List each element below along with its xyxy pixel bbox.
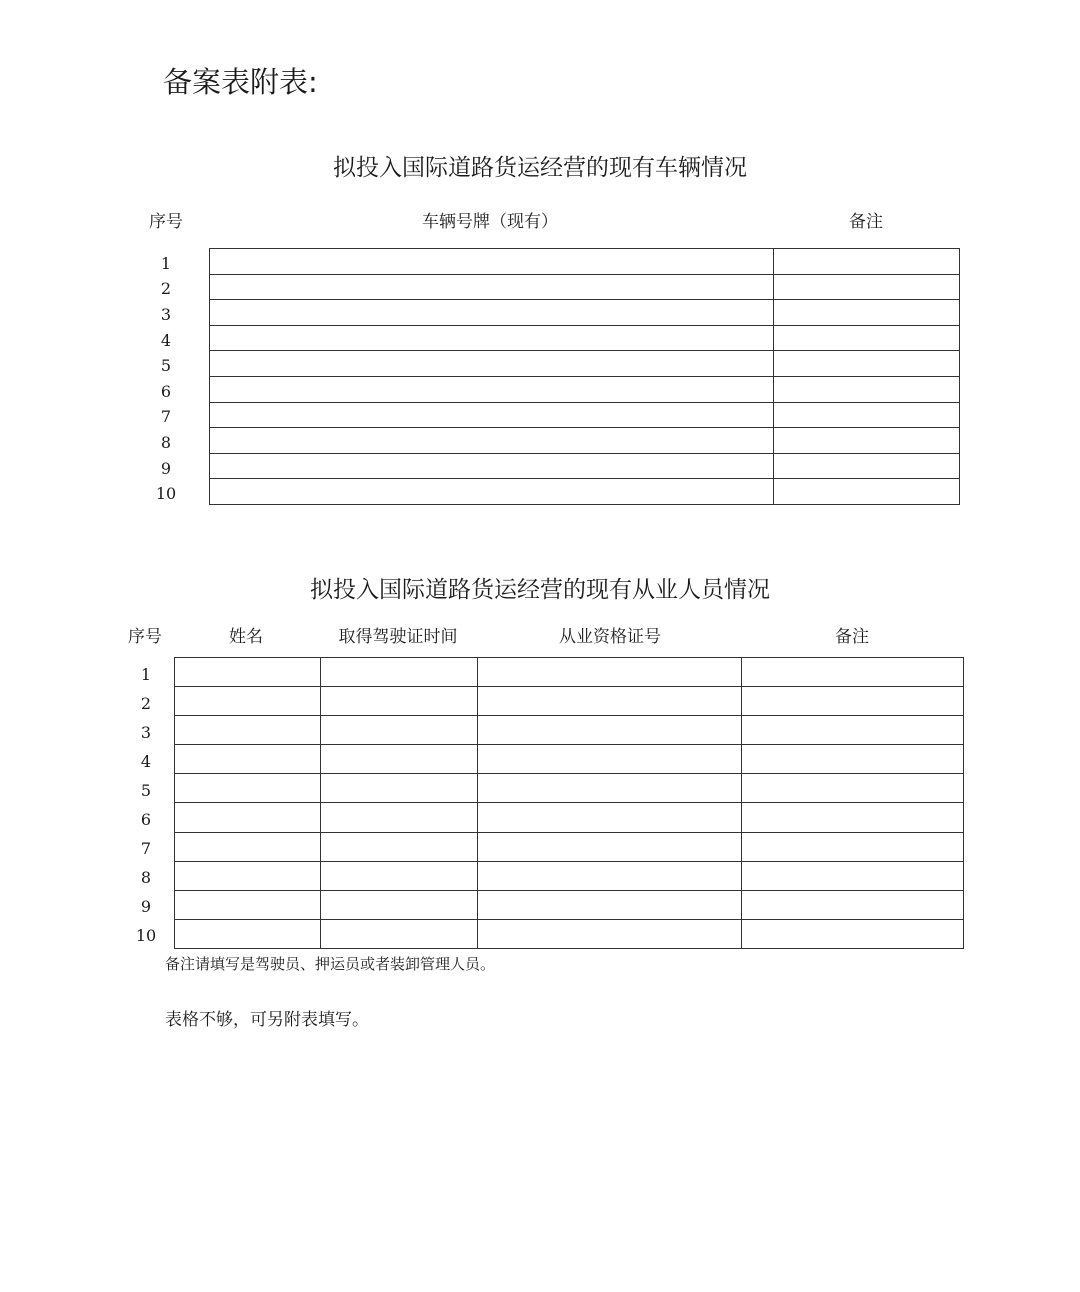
personnel-table-cell[interactable] — [175, 803, 321, 832]
vehicles-header-plate: 车辆号牌（现有） — [422, 212, 558, 232]
personnel-table-cell[interactable] — [742, 658, 964, 687]
personnel-row-number: 9 — [140, 897, 152, 917]
vehicles-table-cell[interactable] — [210, 402, 774, 428]
personnel-table-cell[interactable] — [321, 745, 478, 774]
vehicles-row-number: 6 — [160, 381, 172, 401]
personnel-table-cell[interactable] — [742, 745, 964, 774]
personnel-header-remark: 备注 — [835, 627, 869, 647]
personnel-table-cell[interactable] — [321, 774, 478, 803]
vehicles-header-seq: 序号 — [149, 212, 183, 232]
vehicles-table — [209, 248, 960, 505]
vehicles-table-cell[interactable] — [774, 351, 960, 377]
personnel-row-number: 8 — [140, 868, 152, 888]
vehicles-table-row — [210, 453, 960, 479]
vehicles-table-cell[interactable] — [774, 300, 960, 326]
personnel-table-cell[interactable] — [742, 861, 964, 890]
personnel-row-number: 10 — [135, 926, 157, 946]
personnel-row-number: 1 — [140, 664, 152, 684]
personnel-table-row — [175, 774, 964, 803]
personnel-row-number: 7 — [140, 839, 152, 859]
vehicles-table-cell[interactable] — [210, 325, 774, 351]
vehicles-table-cell[interactable] — [210, 453, 774, 479]
personnel-table-cell[interactable] — [321, 890, 478, 919]
vehicles-header-remark: 备注 — [849, 212, 883, 232]
personnel-section-title: 拟投入国际道路货运经营的现有从业人员情况 — [310, 577, 770, 603]
personnel-table-cell[interactable] — [321, 832, 478, 861]
vehicles-section-title: 拟投入国际道路货运经营的现有车辆情况 — [333, 155, 747, 181]
vehicles-row-number: 2 — [160, 279, 172, 299]
vehicles-table-cell[interactable] — [774, 479, 960, 505]
vehicles-table-row — [210, 402, 960, 428]
vehicles-table-cell[interactable] — [210, 428, 774, 454]
vehicles-table-row — [210, 376, 960, 402]
personnel-table-cell[interactable] — [478, 890, 742, 919]
personnel-table-cell[interactable] — [175, 890, 321, 919]
vehicles-table-cell[interactable] — [774, 428, 960, 454]
personnel-table-cell[interactable] — [742, 774, 964, 803]
personnel-table-cell[interactable] — [321, 658, 478, 687]
vehicles-row-number: 4 — [160, 330, 172, 350]
personnel-table-row — [175, 861, 964, 890]
personnel-row-number: 3 — [140, 722, 152, 742]
personnel-table-cell[interactable] — [175, 861, 321, 890]
personnel-header-cert-no: 从业资格证号 — [559, 627, 661, 647]
personnel-table-cell[interactable] — [742, 803, 964, 832]
page-heading: 备案表附表: — [163, 65, 318, 99]
vehicles-table-cell[interactable] — [774, 453, 960, 479]
vehicles-table-cell[interactable] — [210, 376, 774, 402]
vehicles-table-cell[interactable] — [774, 249, 960, 275]
personnel-table-row — [175, 803, 964, 832]
personnel-table-cell[interactable] — [175, 774, 321, 803]
vehicles-row-number: 5 — [160, 356, 172, 376]
personnel-table-cell[interactable] — [321, 861, 478, 890]
vehicles-table-row — [210, 351, 960, 377]
vehicles-row-number: 10 — [155, 484, 177, 504]
personnel-header-license-date: 取得驾驶证时间 — [338, 627, 458, 647]
personnel-table-cell[interactable] — [742, 919, 964, 948]
personnel-table-cell[interactable] — [321, 687, 478, 716]
vehicles-table-cell[interactable] — [210, 274, 774, 300]
personnel-table-cell[interactable] — [742, 687, 964, 716]
personnel-table-cell[interactable] — [478, 919, 742, 948]
personnel-table-cell[interactable] — [175, 658, 321, 687]
remark-note: 备注请填写是驾驶员、押运员或者装卸管理人员。 — [165, 955, 496, 973]
personnel-table-cell[interactable] — [478, 774, 742, 803]
personnel-table-cell[interactable] — [742, 832, 964, 861]
vehicles-row-number: 3 — [160, 305, 172, 324]
personnel-table-row — [175, 658, 964, 687]
vehicles-table-cell[interactable] — [774, 402, 960, 428]
vehicles-table-row — [210, 325, 960, 351]
personnel-row-number: 5 — [140, 780, 152, 800]
personnel-table-row — [175, 687, 964, 716]
personnel-table-cell[interactable] — [175, 716, 321, 745]
vehicles-table-cell[interactable] — [774, 376, 960, 402]
vehicles-table-row — [210, 274, 960, 300]
personnel-row-number: 4 — [140, 751, 152, 771]
personnel-table-row — [175, 919, 964, 948]
vehicles-table-row — [210, 428, 960, 454]
vehicles-row-number: 7 — [160, 407, 172, 427]
personnel-table-cell[interactable] — [321, 803, 478, 832]
personnel-table-cell[interactable] — [478, 803, 742, 832]
personnel-table-cell[interactable] — [478, 832, 742, 861]
personnel-table-cell[interactable] — [175, 687, 321, 716]
vehicles-table-cell[interactable] — [210, 479, 774, 505]
personnel-table-row — [175, 716, 964, 745]
personnel-table-cell[interactable] — [478, 861, 742, 890]
personnel-table-cell[interactable] — [321, 716, 478, 745]
personnel-row-number: 6 — [140, 810, 152, 830]
personnel-table-row — [175, 890, 964, 919]
vehicles-table-cell[interactable] — [210, 351, 774, 377]
vehicles-table-row — [210, 479, 960, 505]
personnel-table-cell[interactable] — [742, 716, 964, 745]
personnel-table-row — [175, 745, 964, 774]
vehicles-row-number: 9 — [160, 458, 172, 478]
vehicles-row-number: 1 — [160, 253, 172, 273]
personnel-row-number: 2 — [140, 693, 152, 713]
vehicles-row-number: 8 — [160, 433, 172, 452]
vehicles-table-cell[interactable] — [774, 325, 960, 351]
personnel-table-cell[interactable] — [321, 919, 478, 948]
personnel-header-seq: 序号 — [128, 627, 162, 647]
vehicles-table-cell[interactable] — [774, 274, 960, 300]
personnel-table-cell[interactable] — [478, 745, 742, 774]
personnel-table-cell[interactable] — [478, 658, 742, 687]
personnel-table-cell[interactable] — [175, 919, 321, 948]
personnel-table-cell[interactable] — [742, 890, 964, 919]
extra-sheet-note: 表格不够，可另附表填写。 — [165, 1010, 369, 1030]
personnel-table-cell[interactable] — [175, 745, 321, 774]
vehicles-table-row — [210, 300, 960, 326]
personnel-header-name: 姓名 — [229, 627, 263, 647]
personnel-table — [174, 657, 964, 949]
personnel-table-cell[interactable] — [478, 716, 742, 745]
vehicles-table-cell[interactable] — [210, 249, 774, 275]
personnel-table-row — [175, 832, 964, 861]
personnel-table-cell[interactable] — [478, 687, 742, 716]
personnel-table-cell[interactable] — [175, 832, 321, 861]
vehicles-table-cell[interactable] — [210, 300, 774, 326]
vehicles-table-row — [210, 249, 960, 275]
